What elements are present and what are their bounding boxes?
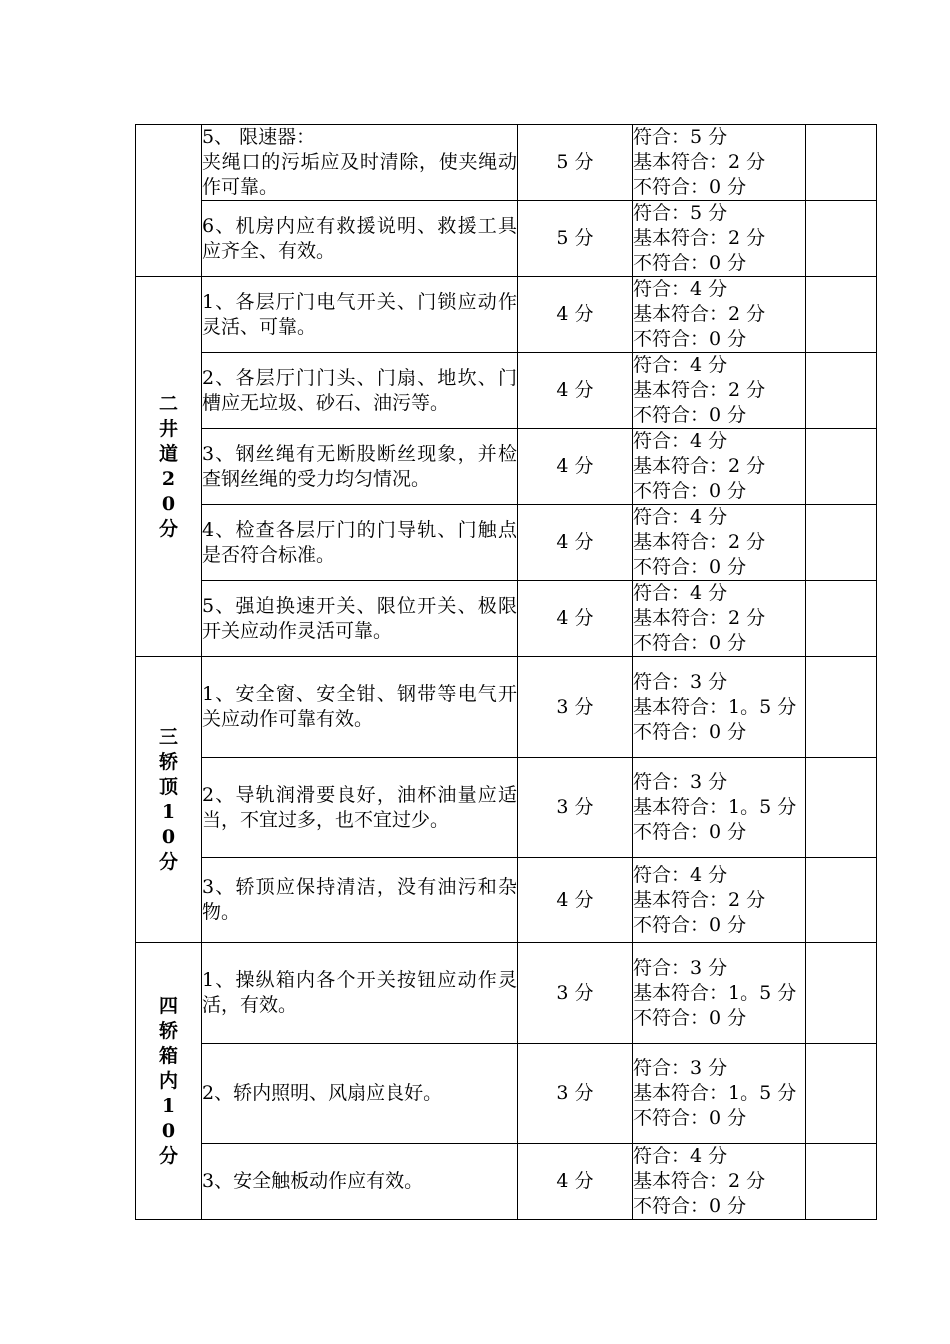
section-cell: 四轿箱内10分	[136, 943, 202, 1220]
table-row	[136, 125, 877, 201]
points-cell: 4 分	[518, 581, 633, 657]
score-cell	[806, 125, 877, 201]
criteria-cell: 符合：4 分 基本符合：2 分 不符合：0 分	[633, 505, 806, 581]
score-cell	[806, 758, 877, 858]
section-cell: 三轿顶10分	[136, 657, 202, 943]
points-cell: 4 分	[518, 429, 633, 505]
item-cell: 3、轿顶应保持清洁，没有油污和杂物。	[202, 858, 518, 943]
points-cell: 4 分	[518, 1144, 633, 1220]
table-row	[136, 429, 877, 505]
points-cell: 5 分	[518, 201, 633, 277]
item-cell: 3、安全触板动作应有效。	[202, 1144, 518, 1220]
item-cell: 5、 限速器： 夹绳口的污垢应及时清除，使夹绳动作可靠。	[202, 125, 518, 201]
item-cell: 1、操纵箱内各个开关按钮应动作灵活，有效。	[202, 943, 518, 1044]
criteria-cell: 符合：3 分 基本符合：1。5 分 不符合：0 分	[633, 1044, 806, 1144]
criteria-cell: 符合：3 分 基本符合：1。5 分 不符合：0 分	[633, 657, 806, 758]
points-cell: 4 分	[518, 858, 633, 943]
inspection-score-table	[135, 124, 877, 1220]
table-row	[136, 758, 877, 858]
score-cell	[806, 429, 877, 505]
criteria-cell: 符合：4 分 基本符合：2 分 不符合：0 分	[633, 858, 806, 943]
score-cell	[806, 1044, 877, 1144]
score-cell	[806, 581, 877, 657]
points-cell: 4 分	[518, 505, 633, 581]
points-cell: 5 分	[518, 125, 633, 201]
criteria-cell: 符合：5 分 基本符合：2 分 不符合：0 分	[633, 201, 806, 277]
item-cell: 2、各层厅门门头、门扇、地坎、门槽应无垃圾、砂石、油污等。	[202, 353, 518, 429]
points-cell: 4 分	[518, 353, 633, 429]
item-cell: 3、钢丝绳有无断股断丝现象，并检查钢丝绳的受力均匀情况。	[202, 429, 518, 505]
points-cell: 3 分	[518, 758, 633, 858]
points-cell: 3 分	[518, 1044, 633, 1144]
criteria-cell: 符合：3 分 基本符合：1。5 分 不符合：0 分	[633, 943, 806, 1044]
item-cell: 1、各层厅门电气开关、门锁应动作灵活、可靠。	[202, 277, 518, 353]
table-row	[136, 201, 877, 277]
score-cell	[806, 353, 877, 429]
points-cell: 3 分	[518, 657, 633, 758]
table-row	[136, 1044, 877, 1144]
item-cell: 2、轿内照明、风扇应良好。	[202, 1044, 518, 1144]
table-row	[136, 1144, 877, 1220]
item-cell: 1、安全窗、安全钳、钢带等电气开关应动作可靠有效。	[202, 657, 518, 758]
criteria-cell: 符合：4 分 基本符合：2 分 不符合：0 分	[633, 277, 806, 353]
score-cell	[806, 201, 877, 277]
score-cell	[806, 943, 877, 1044]
table-row	[136, 943, 877, 1044]
table-row	[136, 581, 877, 657]
points-cell: 3 分	[518, 943, 633, 1044]
table-row	[136, 505, 877, 581]
table-row	[136, 353, 877, 429]
score-cell	[806, 1144, 877, 1220]
table-row	[136, 858, 877, 943]
score-cell	[806, 657, 877, 758]
criteria-cell: 符合：4 分 基本符合：2 分 不符合：0 分	[633, 581, 806, 657]
table-row	[136, 657, 877, 758]
score-cell	[806, 277, 877, 353]
table-row	[136, 277, 877, 353]
criteria-cell: 符合：4 分 基本符合：2 分 不符合：0 分	[633, 429, 806, 505]
item-cell: 6、机房内应有救援说明、救援工具应齐全、有效。	[202, 201, 518, 277]
section-cell	[136, 125, 202, 277]
points-cell: 4 分	[518, 277, 633, 353]
section-cell: 二井道20分	[136, 277, 202, 657]
item-cell: 4、检查各层厅门的门导轨、门触点是否符合标准。	[202, 505, 518, 581]
score-cell	[806, 505, 877, 581]
item-cell: 5、强迫换速开关、限位开关、极限开关应动作灵活可靠。	[202, 581, 518, 657]
item-cell: 2、导轨润滑要良好，油杯油量应适当，不宜过多，也不宜过少。	[202, 758, 518, 858]
criteria-cell: 符合：4 分 基本符合：2 分 不符合：0 分	[633, 353, 806, 429]
criteria-cell: 符合：3 分 基本符合：1。5 分 不符合：0 分	[633, 758, 806, 858]
criteria-cell: 符合：5 分 基本符合：2 分 不符合：0 分	[633, 125, 806, 201]
criteria-cell: 符合：4 分 基本符合：2 分 不符合：0 分	[633, 1144, 806, 1220]
score-cell	[806, 858, 877, 943]
